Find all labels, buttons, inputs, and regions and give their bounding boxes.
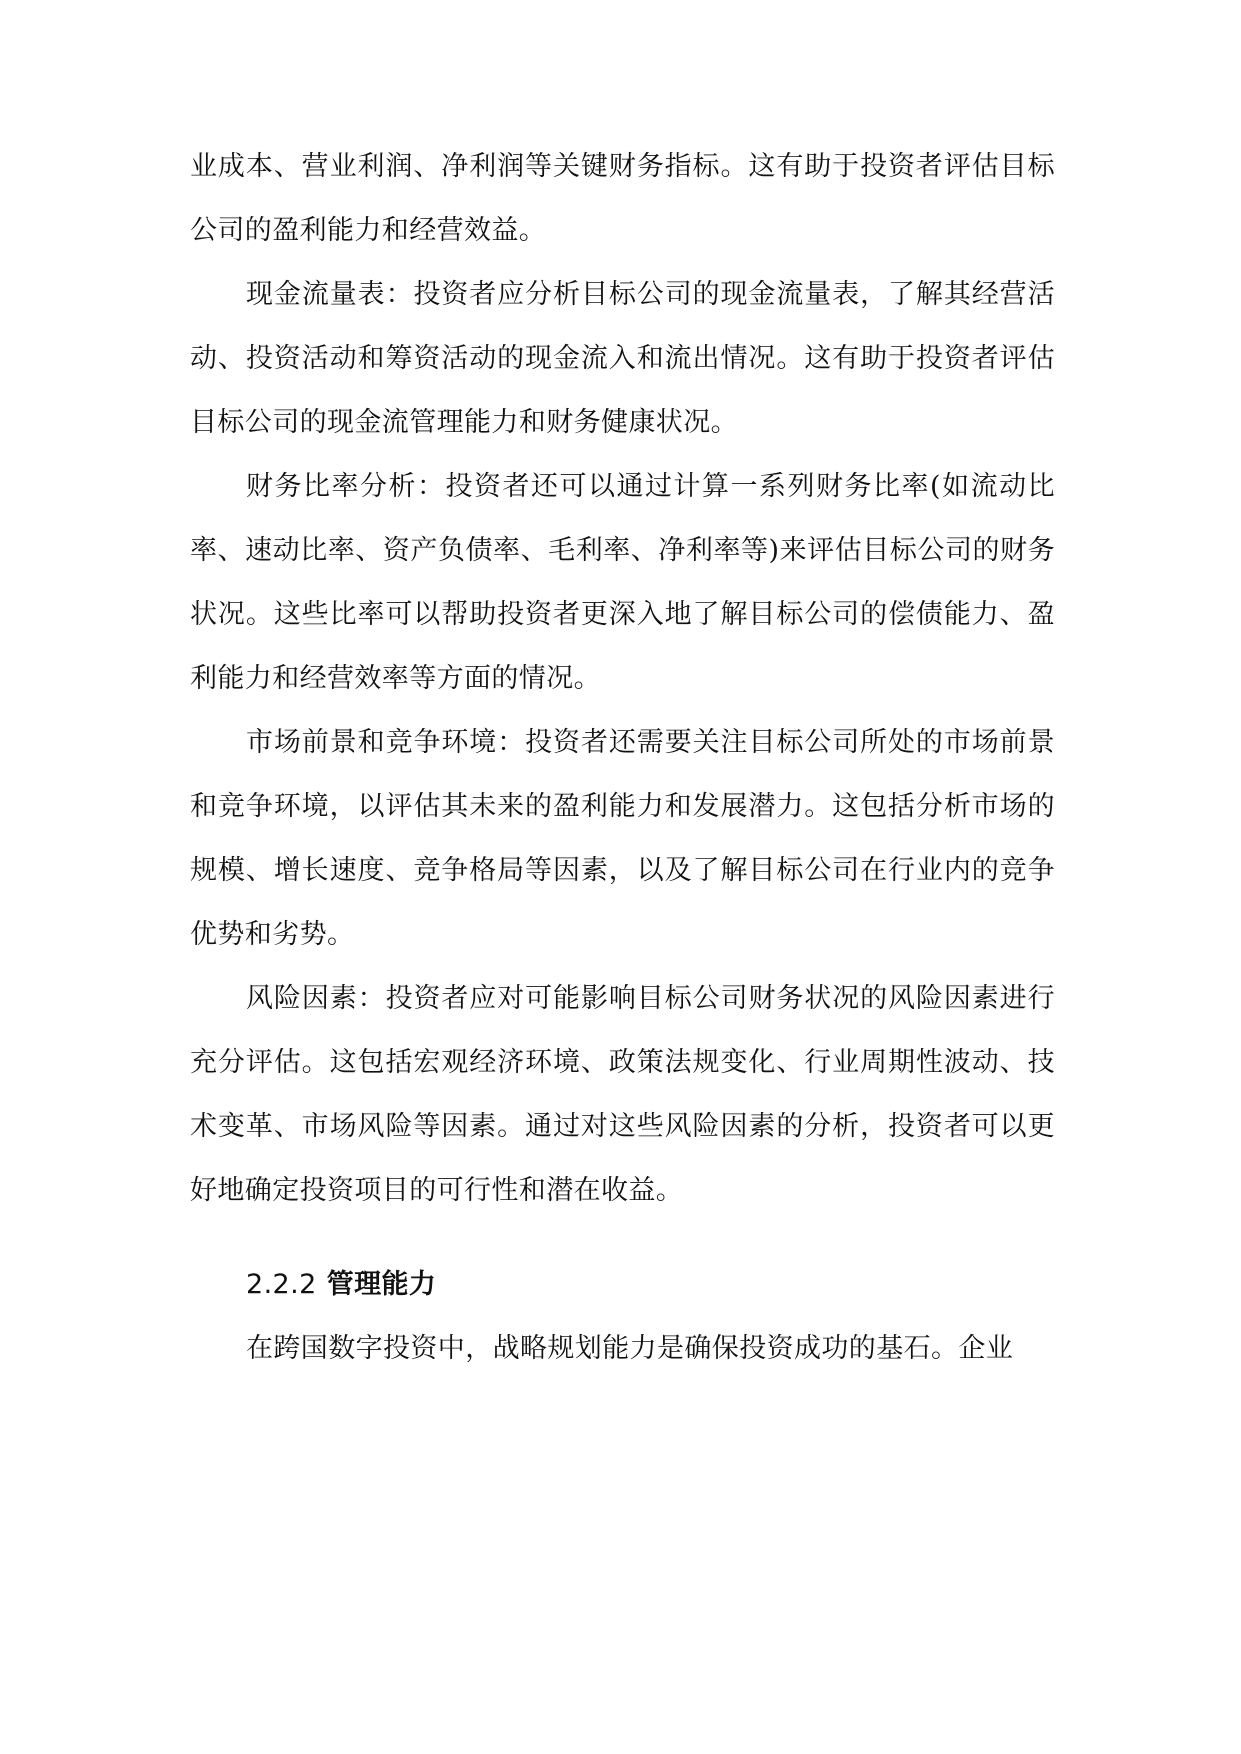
paragraph-strategic-planning: 在跨国数字投资中，战略规划能力是确保投资成功的基石。企业	[246, 1333, 1014, 1364]
section-heading	[190, 1253, 1055, 1317]
paragraph-financial-ratio-analysis: 财务比率分析：投资者还可以通过计算一系列财务比率(如流动比率、速动比率、资产负债率、毛利率、净利率等)来评估目标公司的财务状况。这些比率可以帮助投资者更深入地了解目标公司的偿债能力、盈利能力和经营效率等方面的情况。	[190, 471, 1055, 694]
section-number: 2.2.2	[246, 1269, 317, 1300]
document-body	[190, 135, 1055, 1381]
paragraph-income-statement-continuation: 业成本、营业利润、净利润等关键财务指标。这有助于投资者评估目标公司的盈利能力和经营效益。	[190, 151, 1055, 246]
paragraph-risk-factors: 风险因素：投资者应对可能影响目标公司财务状况的风险因素进行充分评估。这包括宏观经济环境、政策法规变化、行业周期性波动、技术变革、市场风险等因素。通过对这些风险因素的分析，投资者可以更好地确定投资项目的可行性和潜在收益。	[190, 983, 1055, 1206]
section-title: 管理能力	[326, 1269, 437, 1300]
paragraph-cash-flow-statement: 现金流量表：投资者应分析目标公司的现金流量表，了解其经营活动、投资活动和筹资活动的现金流入和流出情况。这有助于投资者评估目标公司的现金流管理能力和财务健康状况。	[190, 279, 1055, 438]
paragraph-market-and-competition: 市场前景和竞争环境：投资者还需要关注目标公司所处的市场前景和竞争环境，以评估其未来的盈利能力和发展潜力。这包括分析市场的规模、增长速度、竞争格局等因素，以及了解目标公司在行业内的竞争优势和劣势。	[190, 727, 1055, 950]
